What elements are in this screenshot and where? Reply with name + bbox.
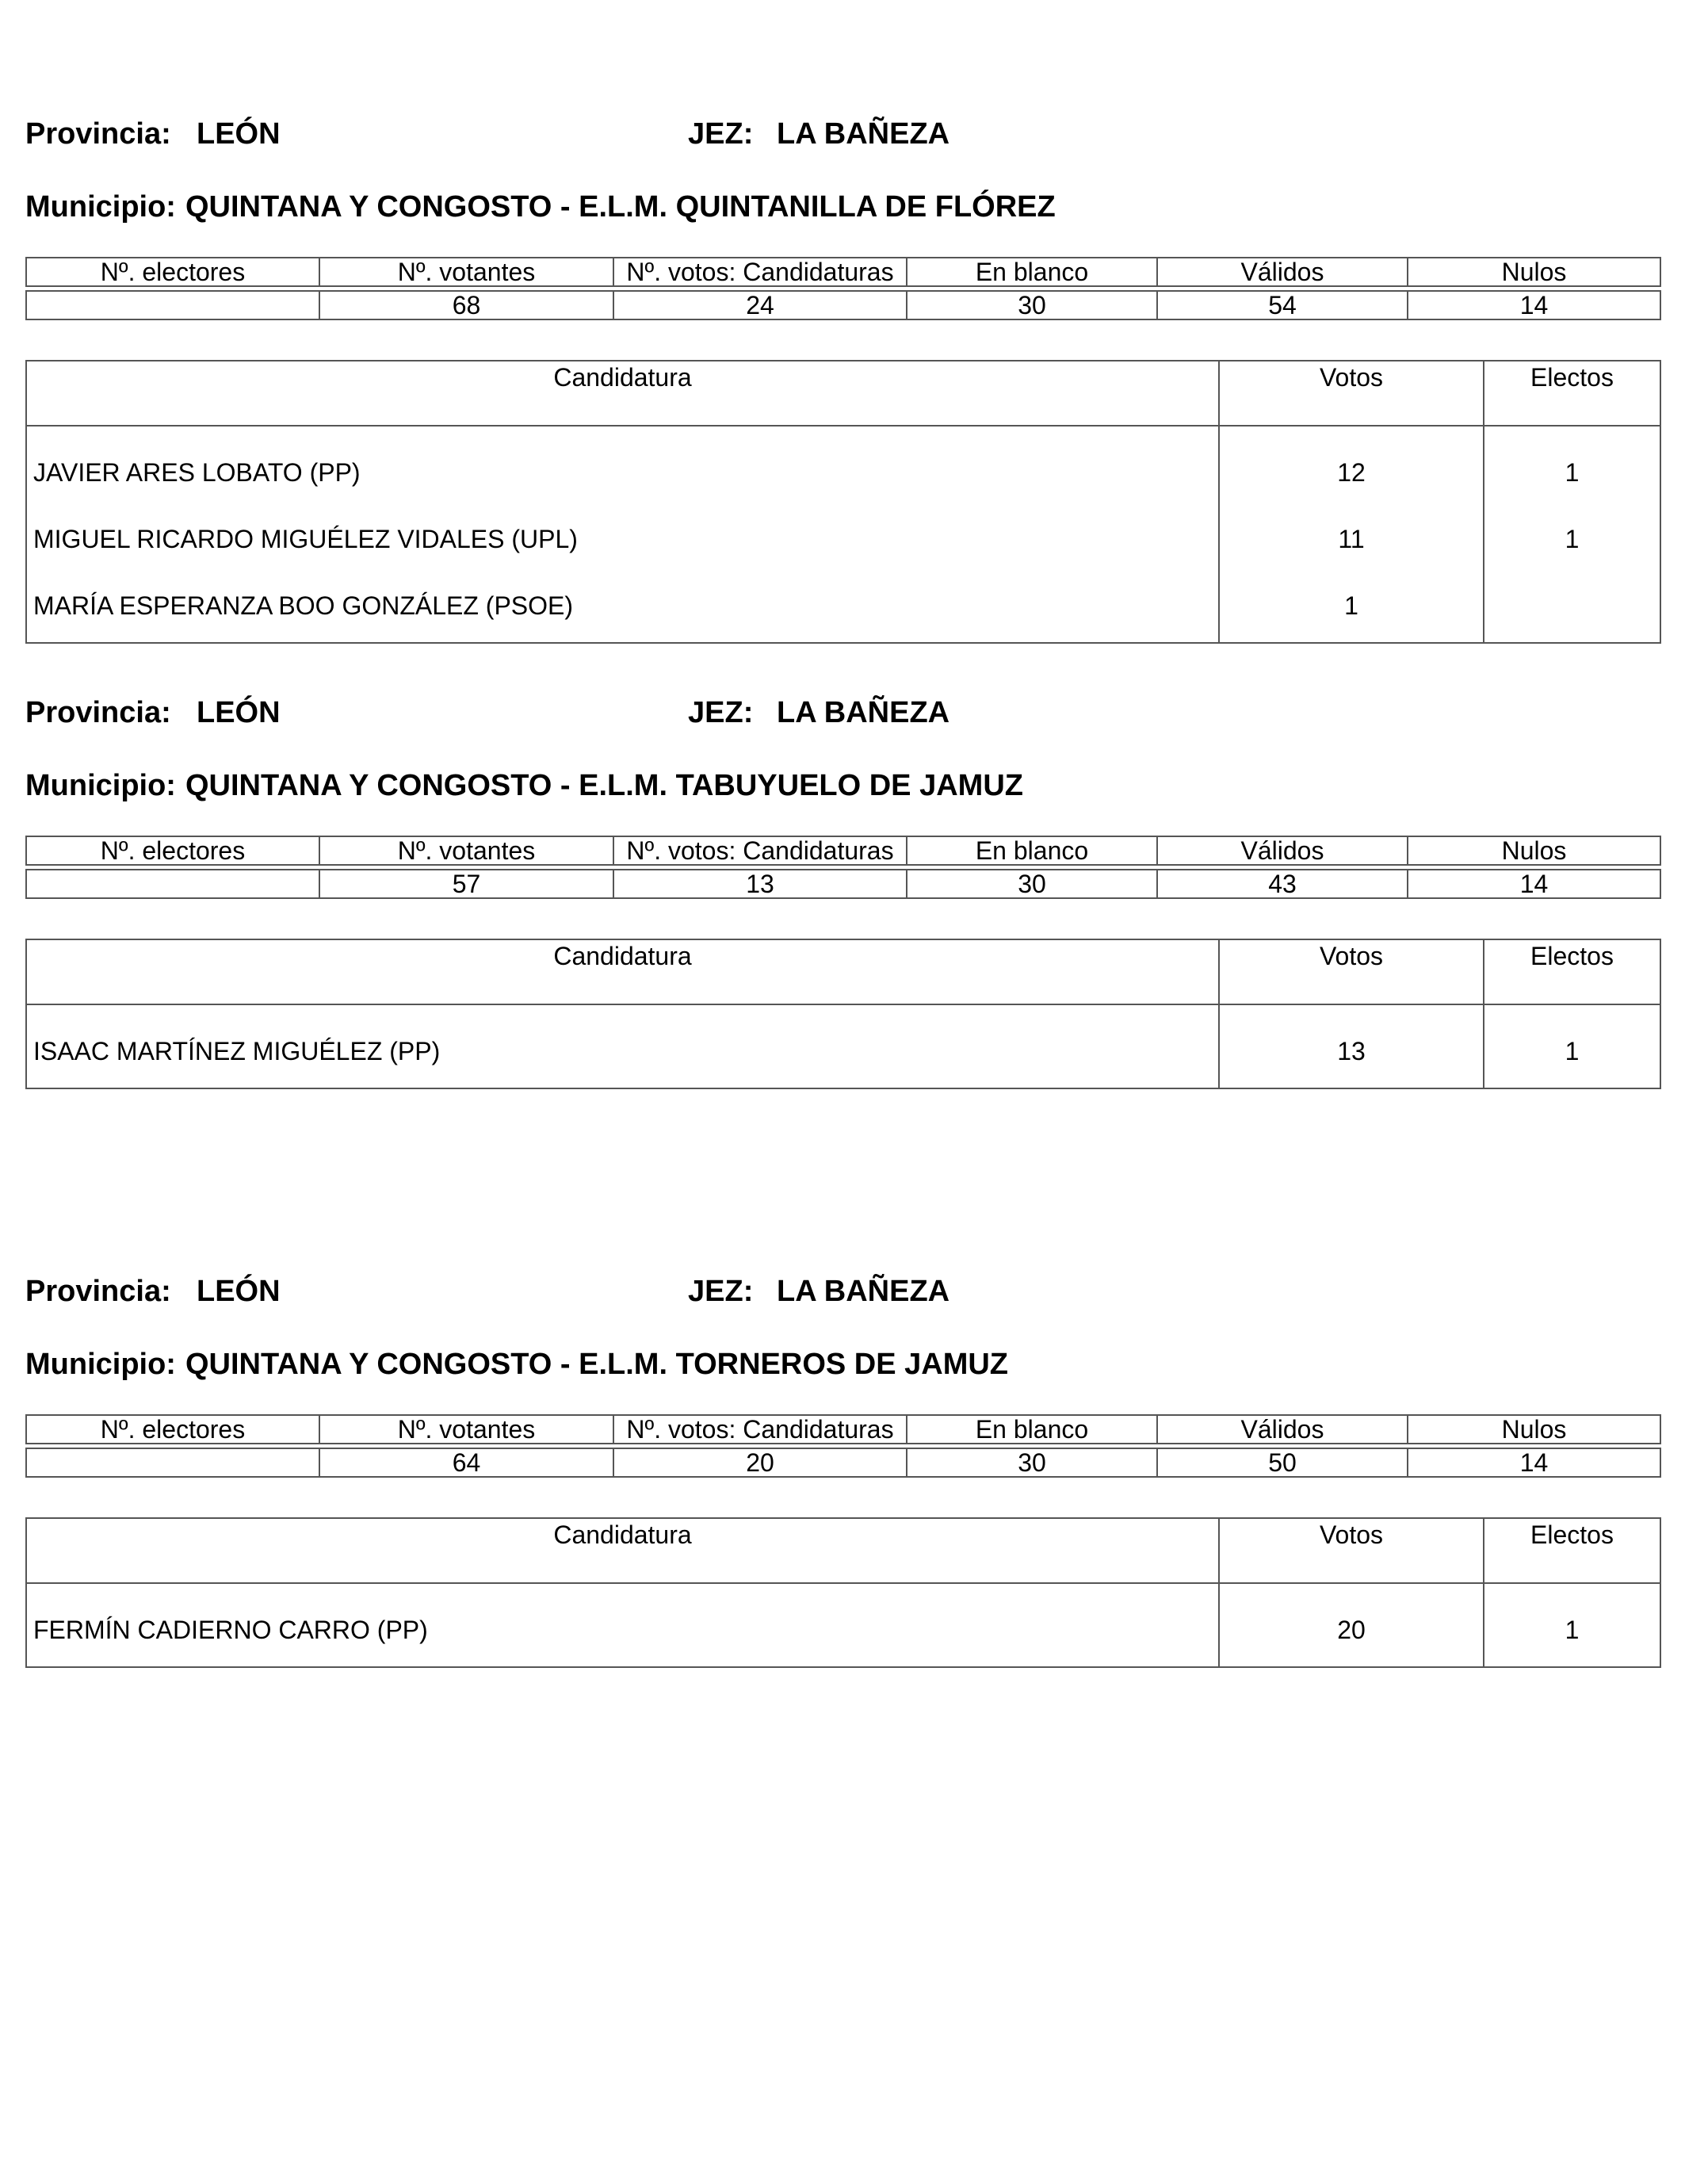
hdr-nulos: Nulos [1408,1415,1660,1444]
provincia-label: Provincia: [25,696,171,729]
hdr-electos: Electos [1484,939,1660,1004]
hdr-votos-candidaturas: Nº. votos: Candidaturas [613,1415,907,1444]
jez-label: JEZ: [688,696,754,729]
hdr-electores: Nº. electores [26,258,319,286]
hdr-candidatura: Candidatura [26,361,1219,426]
val-votantes: 57 [319,870,613,898]
val-en-blanco: 30 [907,291,1157,319]
candidates-table [25,1517,1661,1668]
summary-value-row [26,291,1660,319]
candidate-electos: 1 [1484,1004,1660,1088]
provincia-value: LEÓN [197,1275,281,1308]
hdr-votos: Votos [1219,939,1484,1004]
val-votos-candidaturas: 20 [613,1448,907,1477]
summary-table [25,836,1661,899]
municipio-heading [25,769,1033,803]
hdr-votantes: Nº. votantes [319,1415,613,1444]
hdr-votos-candidaturas: Nº. votos: Candidaturas [613,258,907,286]
hdr-nulos: Nulos [1408,836,1660,865]
candidate-row [26,506,1660,572]
hdr-candidatura: Candidatura [26,1518,1219,1583]
candidate-electos: 1 [1484,506,1660,572]
candidate-row [26,426,1660,506]
municipio-label: Municipio: [25,769,176,802]
hdr-electores: Nº. electores [26,836,319,865]
summary-table [25,257,1661,320]
hdr-en-blanco: En blanco [907,1415,1157,1444]
candidates-table [25,939,1661,1089]
hdr-validos: Válidos [1157,836,1408,865]
hdr-validos: Válidos [1157,258,1408,286]
hdr-votantes: Nº. votantes [319,258,613,286]
hdr-votantes: Nº. votantes [319,836,613,865]
val-votantes: 68 [319,291,613,319]
provincia-jez-row [25,696,1660,744]
val-electores [26,1448,319,1477]
val-validos: 54 [1157,291,1408,319]
municipio-value: QUINTANA Y CONGOSTO - E.L.M. TABUYUELO DE JAMUZ [185,769,1023,802]
hdr-electos: Electos [1484,361,1660,426]
candidate-name: ISAAC MARTÍNEZ MIGUÉLEZ (PP) [26,1004,1219,1088]
val-validos: 50 [1157,1448,1408,1477]
summary-value-row [26,1448,1660,1477]
section-torneros [25,1268,1660,1665]
municipio-value: QUINTANA Y CONGOSTO - E.L.M. TORNEROS DE JAMUZ [185,1348,1009,1381]
candidates-header-row [26,361,1660,426]
hdr-votos: Votos [1219,361,1484,426]
val-electores [26,870,319,898]
hdr-validos: Válidos [1157,1415,1408,1444]
hdr-en-blanco: En blanco [907,836,1157,865]
val-en-blanco: 30 [907,870,1157,898]
candidate-electos: 1 [1484,426,1660,506]
candidates-table [25,360,1661,644]
jez-label: JEZ: [688,117,754,151]
val-votos-candidaturas: 13 [613,870,907,898]
candidate-electos [1484,572,1660,643]
jez-value: LA BAÑEZA [777,117,950,151]
candidate-votos: 11 [1219,506,1484,572]
municipio-heading [25,190,1065,224]
candidate-name: MARÍA ESPERANZA BOO GONZÁLEZ (PSOE) [26,572,1219,643]
provincia-jez-row [25,117,1660,165]
hdr-electos: Electos [1484,1518,1660,1583]
provincia-value: LEÓN [197,696,281,729]
provincia-label: Provincia: [25,1275,171,1308]
section-tabuyuelo [25,690,1660,1086]
summary-header-row [26,836,1660,865]
candidate-row [26,572,1660,643]
summary-header-row [26,258,1660,286]
jez-value: LA BAÑEZA [777,1275,950,1308]
municipio-label: Municipio: [25,190,176,224]
municipio-label: Municipio: [25,1348,176,1381]
val-validos: 43 [1157,870,1408,898]
municipio-value: QUINTANA Y CONGOSTO - E.L.M. QUINTANILLA DE FLÓREZ [185,190,1056,224]
candidates-header-row [26,1518,1660,1583]
candidate-votos: 20 [1219,1583,1484,1667]
summary-table [25,1414,1661,1478]
candidate-row [26,1583,1660,1667]
hdr-en-blanco: En blanco [907,258,1157,286]
provincia-jez-row [25,1275,1660,1322]
val-nulos: 14 [1408,1448,1660,1477]
candidates-header-row [26,939,1660,1004]
val-nulos: 14 [1408,870,1660,898]
hdr-votos-candidaturas: Nº. votos: Candidaturas [613,836,907,865]
val-nulos: 14 [1408,291,1660,319]
hdr-votos: Votos [1219,1518,1484,1583]
municipio-heading [25,1348,1018,1382]
val-en-blanco: 30 [907,1448,1157,1477]
candidate-name: JAVIER ARES LOBATO (PP) [26,426,1219,506]
hdr-candidatura: Candidatura [26,939,1219,1004]
summary-header-row [26,1415,1660,1444]
candidate-votos: 12 [1219,426,1484,506]
candidate-electos: 1 [1484,1583,1660,1667]
summary-value-row [26,870,1660,898]
section-quintanilla [25,111,1660,634]
val-votantes: 64 [319,1448,613,1477]
candidate-name: FERMÍN CADIERNO CARRO (PP) [26,1583,1219,1667]
candidate-votos: 13 [1219,1004,1484,1088]
provincia-value: LEÓN [197,117,281,151]
hdr-electores: Nº. electores [26,1415,319,1444]
hdr-nulos: Nulos [1408,258,1660,286]
provincia-label: Provincia: [25,117,171,151]
jez-value: LA BAÑEZA [777,696,950,729]
val-electores [26,291,319,319]
jez-label: JEZ: [688,1275,754,1308]
candidate-name: MIGUEL RICARDO MIGUÉLEZ VIDALES (UPL) [26,506,1219,572]
candidate-row [26,1004,1660,1088]
val-votos-candidaturas: 24 [613,291,907,319]
candidate-votos: 1 [1219,572,1484,643]
